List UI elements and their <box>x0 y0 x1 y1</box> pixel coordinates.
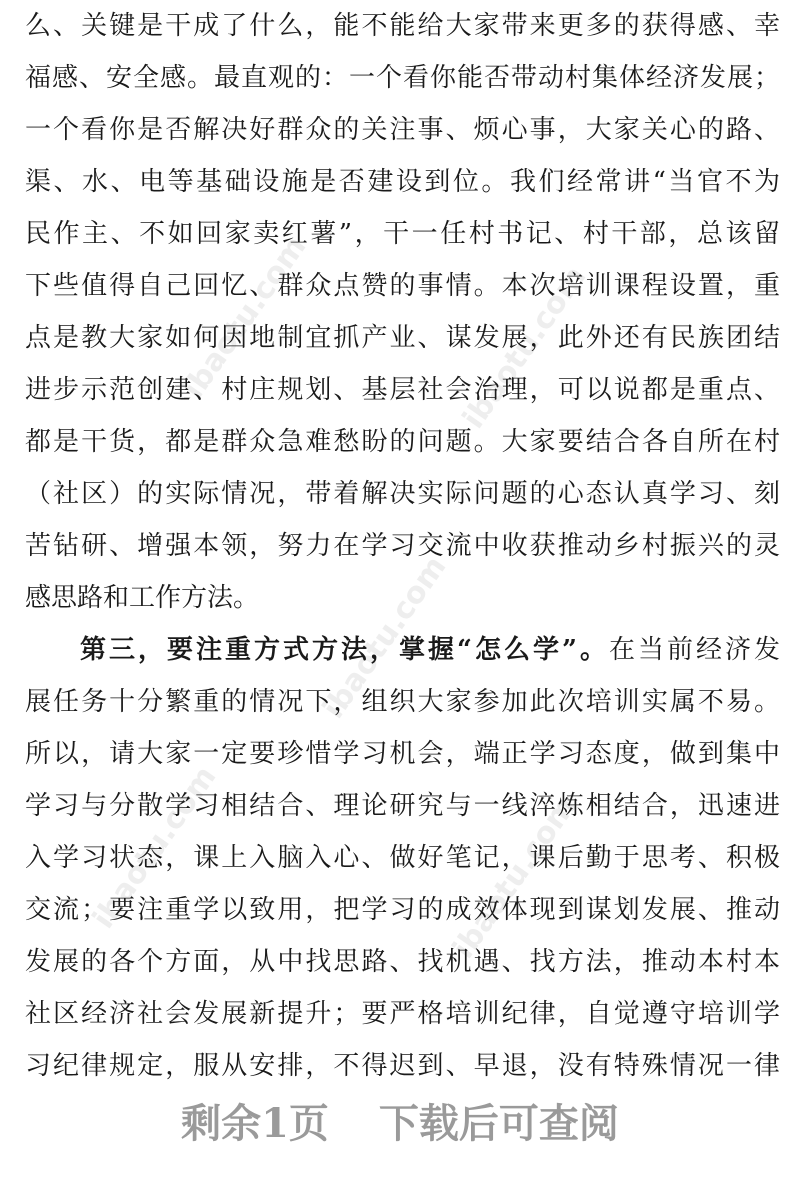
watermark: ibaotu.com <box>446 789 584 966</box>
text-line: 学习与分散学习相结合、理论研究与一线淬炼相结合，迅速进 <box>25 791 780 821</box>
watermark: ibaotu.com <box>86 759 224 936</box>
remaining-pages-label: 剩余1页 <box>181 1100 329 1147</box>
text-line: 展任务十分繁重的情况下，组织大家参加此次培训实属不易。 <box>25 687 780 717</box>
text-line: 民作主、不如回家卖红薯”，干一任村书记、村干部，总该留 <box>25 219 780 249</box>
text-line: 感思路和工作方法。 <box>25 583 260 613</box>
text-line: 入学习状态，课上入脑入心、做好笔记，课后勤于思考、积极 <box>25 843 780 873</box>
text-line: 发展的各个方面，从中找思路、找机遇、找方法，推动本村本 <box>25 947 780 977</box>
watermark: ibaotu.com <box>176 229 314 406</box>
text-line: 交流；要注重学以致用，把学习的成效体现到谋划发展、推动 <box>25 895 780 925</box>
text-line: 点是教大家如何因地制宜抓产业、谋发展，此外还有民族团结 <box>25 323 780 353</box>
document-body <box>25 0 780 1092</box>
text-line: 么、关键是干成了什么，能不能给大家带来更多的获得感、幸 <box>25 11 780 41</box>
download-hint-label: 下载后可查阅 <box>378 1100 619 1147</box>
watermark: ibaotu.com <box>316 549 454 726</box>
section-first-line-text: 在当前经济发 <box>608 635 780 665</box>
section-heading: 第三，要注重方式方法，掌握“怎么学”。 <box>77 635 609 665</box>
watermark: ibaotu.com <box>456 259 594 436</box>
text-line: 福感、安全感。最直观的：一个看你能否带动村集体经济发展； <box>25 63 780 93</box>
text-line: 所以，请大家一定要珍惜学习机会，端正学习态度，做到集中 <box>25 739 780 769</box>
text-line: 下些值得自己回忆、群众点赞的事情。本次培训课程设置，重 <box>25 271 780 301</box>
text-line: 渠、水、电等基础设施是否建设到位。我们经常讲“当官不为 <box>25 167 780 197</box>
section-first-line <box>25 624 780 676</box>
text-line: 都是干货，都是群众急难愁盼的问题。大家要结合各自所在村 <box>25 427 780 457</box>
text-line: 一个看你是否解决好群众的关注事、烦心事，大家关心的路、 <box>25 115 780 145</box>
text-line: 进步示范创建、村庄规划、基层社会治理，可以说都是重点、 <box>25 375 780 405</box>
text-line: 习纪律规定，服从安排，不得迟到、早退，没有特殊情况一律 <box>25 1051 780 1081</box>
remaining-pages-banner[interactable] <box>0 1094 800 1154</box>
text-line: 社区经济社会发展新提升；要严格培训纪律，自觉遵守培训学 <box>25 999 780 1029</box>
text-line: 苦钻研、增强本领，努力在学习交流中收获推动乡村振兴的灵 <box>25 531 780 561</box>
text-line: （社区）的实际情况，带着解决实际问题的心态认真学习、刻 <box>25 479 780 509</box>
